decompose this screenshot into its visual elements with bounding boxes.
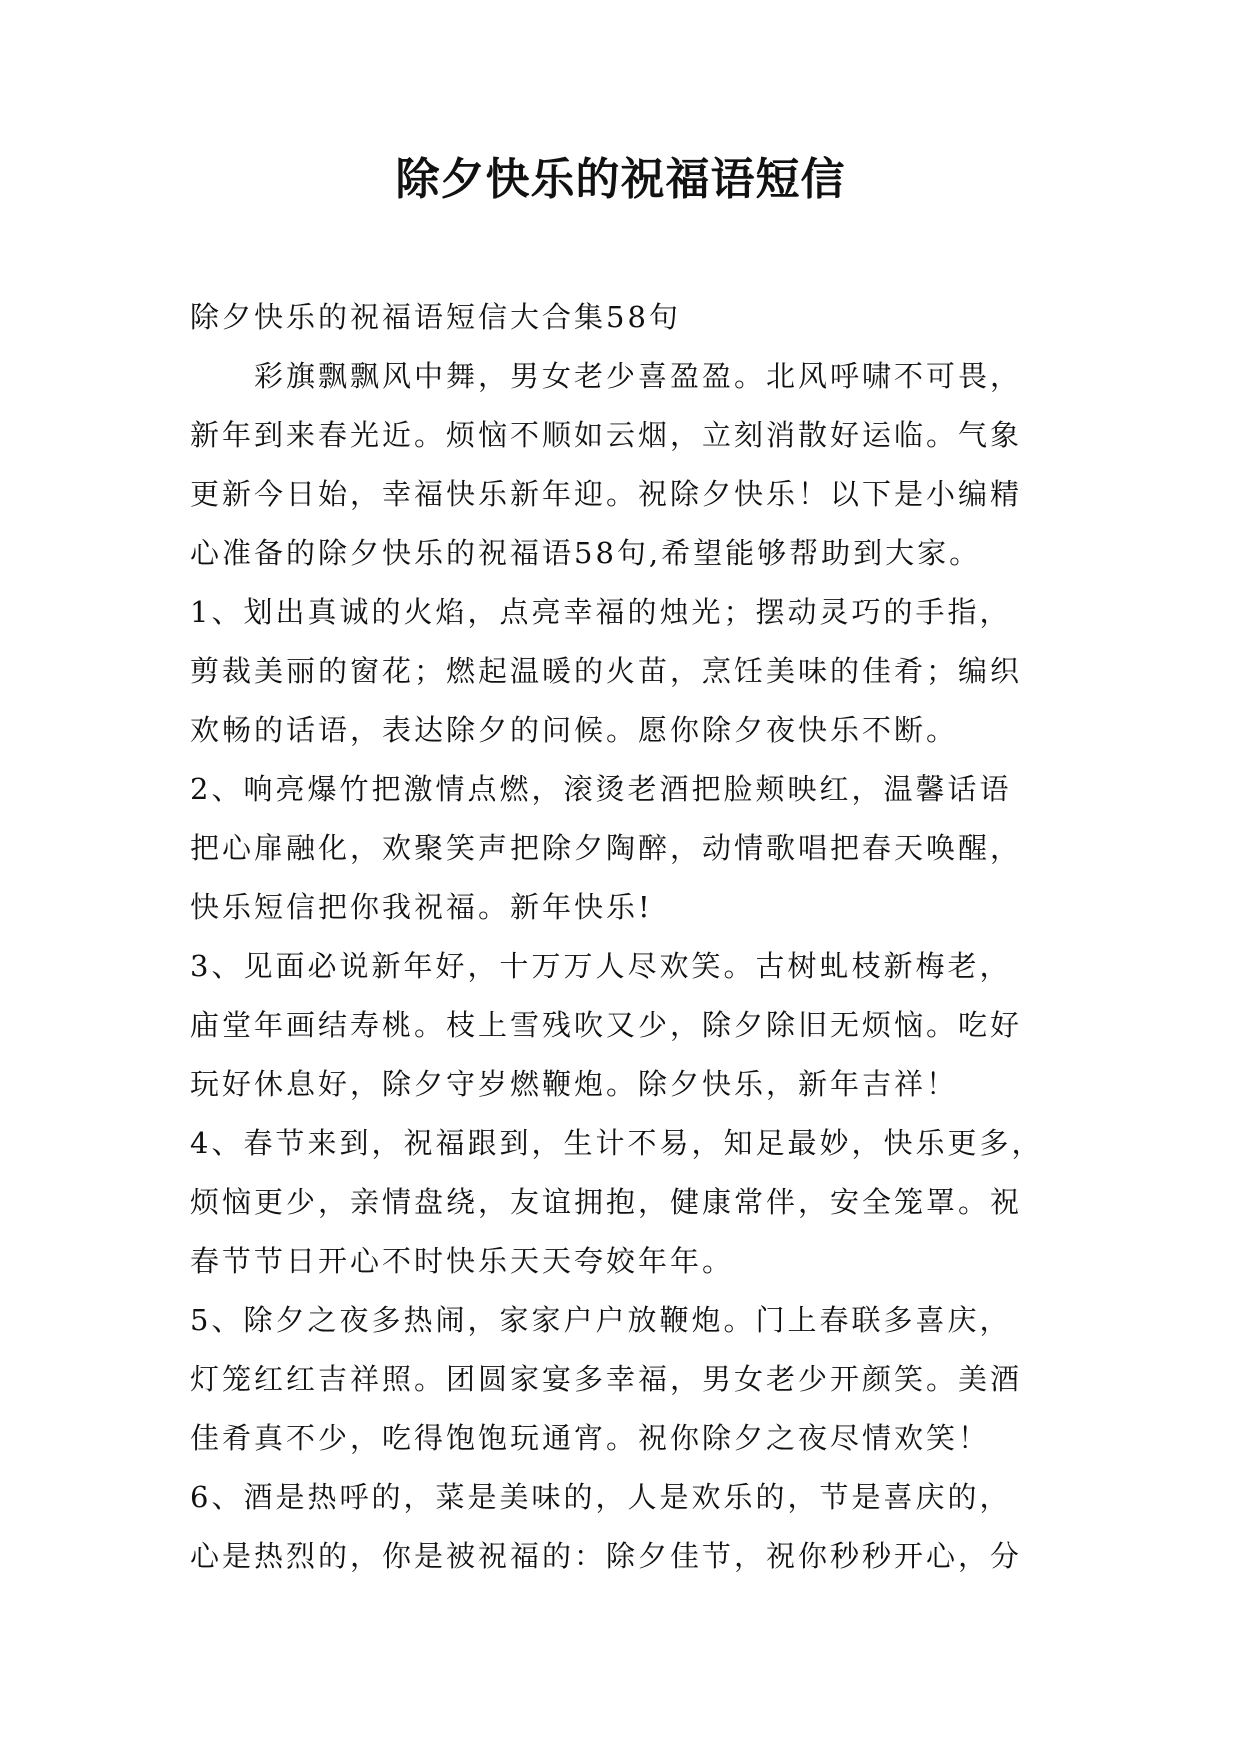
text-line: 灯笼红红吉祥照。团圆家宴多幸福，男女老少开颜笑。美酒: [190, 1362, 1023, 1396]
text-line: 剪裁美丽的窗花；燃起温暖的火苗，烹饪美味的佳肴；编织: [190, 654, 1023, 688]
text-line: 烦恼更少，亲情盘绕，友谊拥抱，健康常伴，安全笼罩。祝: [190, 1185, 1023, 1219]
page-title: 除夕快乐的祝福语短信: [395, 154, 846, 205]
text-line: 玩好休息好，除夕守岁燃鞭炮。除夕快乐，新年吉祥！: [190, 1067, 959, 1101]
text-line: 1、划出真诚的火焰，点亮幸福的烛光；摆动灵巧的手指，: [190, 595, 1012, 629]
text-line: 春节节日开心不时快乐天天夸姣年年。: [190, 1244, 735, 1278]
text-line: 新年到来春光近。烦恼不顺如云烟，立刻消散好运临。气象: [190, 418, 1023, 452]
text-line: 3、见面必说新年好，十万万人尽欢笑。古树虬枝新梅老，: [190, 949, 1012, 983]
text-line: 庙堂年画结寿桃。枝上雪残吹又少，除夕除旧无烦恼。吃好: [190, 1008, 1023, 1042]
text-line: 2、响亮爆竹把激情点燃，滚烫老酒把脸颊映红，温馨话语: [190, 772, 1012, 806]
text-line: 心准备的除夕快乐的祝福语58句,希望能够帮助到大家。: [190, 536, 982, 570]
text-line: 更新今日始，幸福快乐新年迎。祝除夕快乐！以下是小编精: [190, 477, 1023, 511]
text-line: 快乐短信把你我祝福。新年快乐!: [190, 890, 653, 924]
text-line: 5、除夕之夜多热闹，家家户户放鞭炮。门上春联多喜庆，: [190, 1303, 1012, 1337]
text-line: 除夕快乐的祝福语短信大合集58句: [190, 300, 681, 334]
text-line: 4、春节来到，祝福跟到，生计不易，知足最妙，快乐更多，: [190, 1126, 1044, 1160]
text-line: 心是热烈的，你是被祝福的：除夕佳节，祝你秒秒开心，分: [190, 1539, 1023, 1573]
text-line: 彩旗飘飘风中舞，男女老少喜盈盈。北风呼啸不可畏，: [190, 359, 1023, 393]
text-line: 6、酒是热呼的，菜是美味的，人是欢乐的，节是喜庆的，: [190, 1480, 1012, 1514]
text-line: 把心扉融化，欢聚笑声把除夕陶醉，动情歌唱把春天唤醒，: [190, 831, 1023, 865]
text-line: 欢畅的话语，表达除夕的问候。愿你除夕夜快乐不断。: [190, 713, 959, 747]
text-line: 佳肴真不少，吃得饱饱玩通宵。祝你除夕之夜尽情欢笑！: [190, 1421, 991, 1455]
document-body: [190, 288, 1070, 1586]
